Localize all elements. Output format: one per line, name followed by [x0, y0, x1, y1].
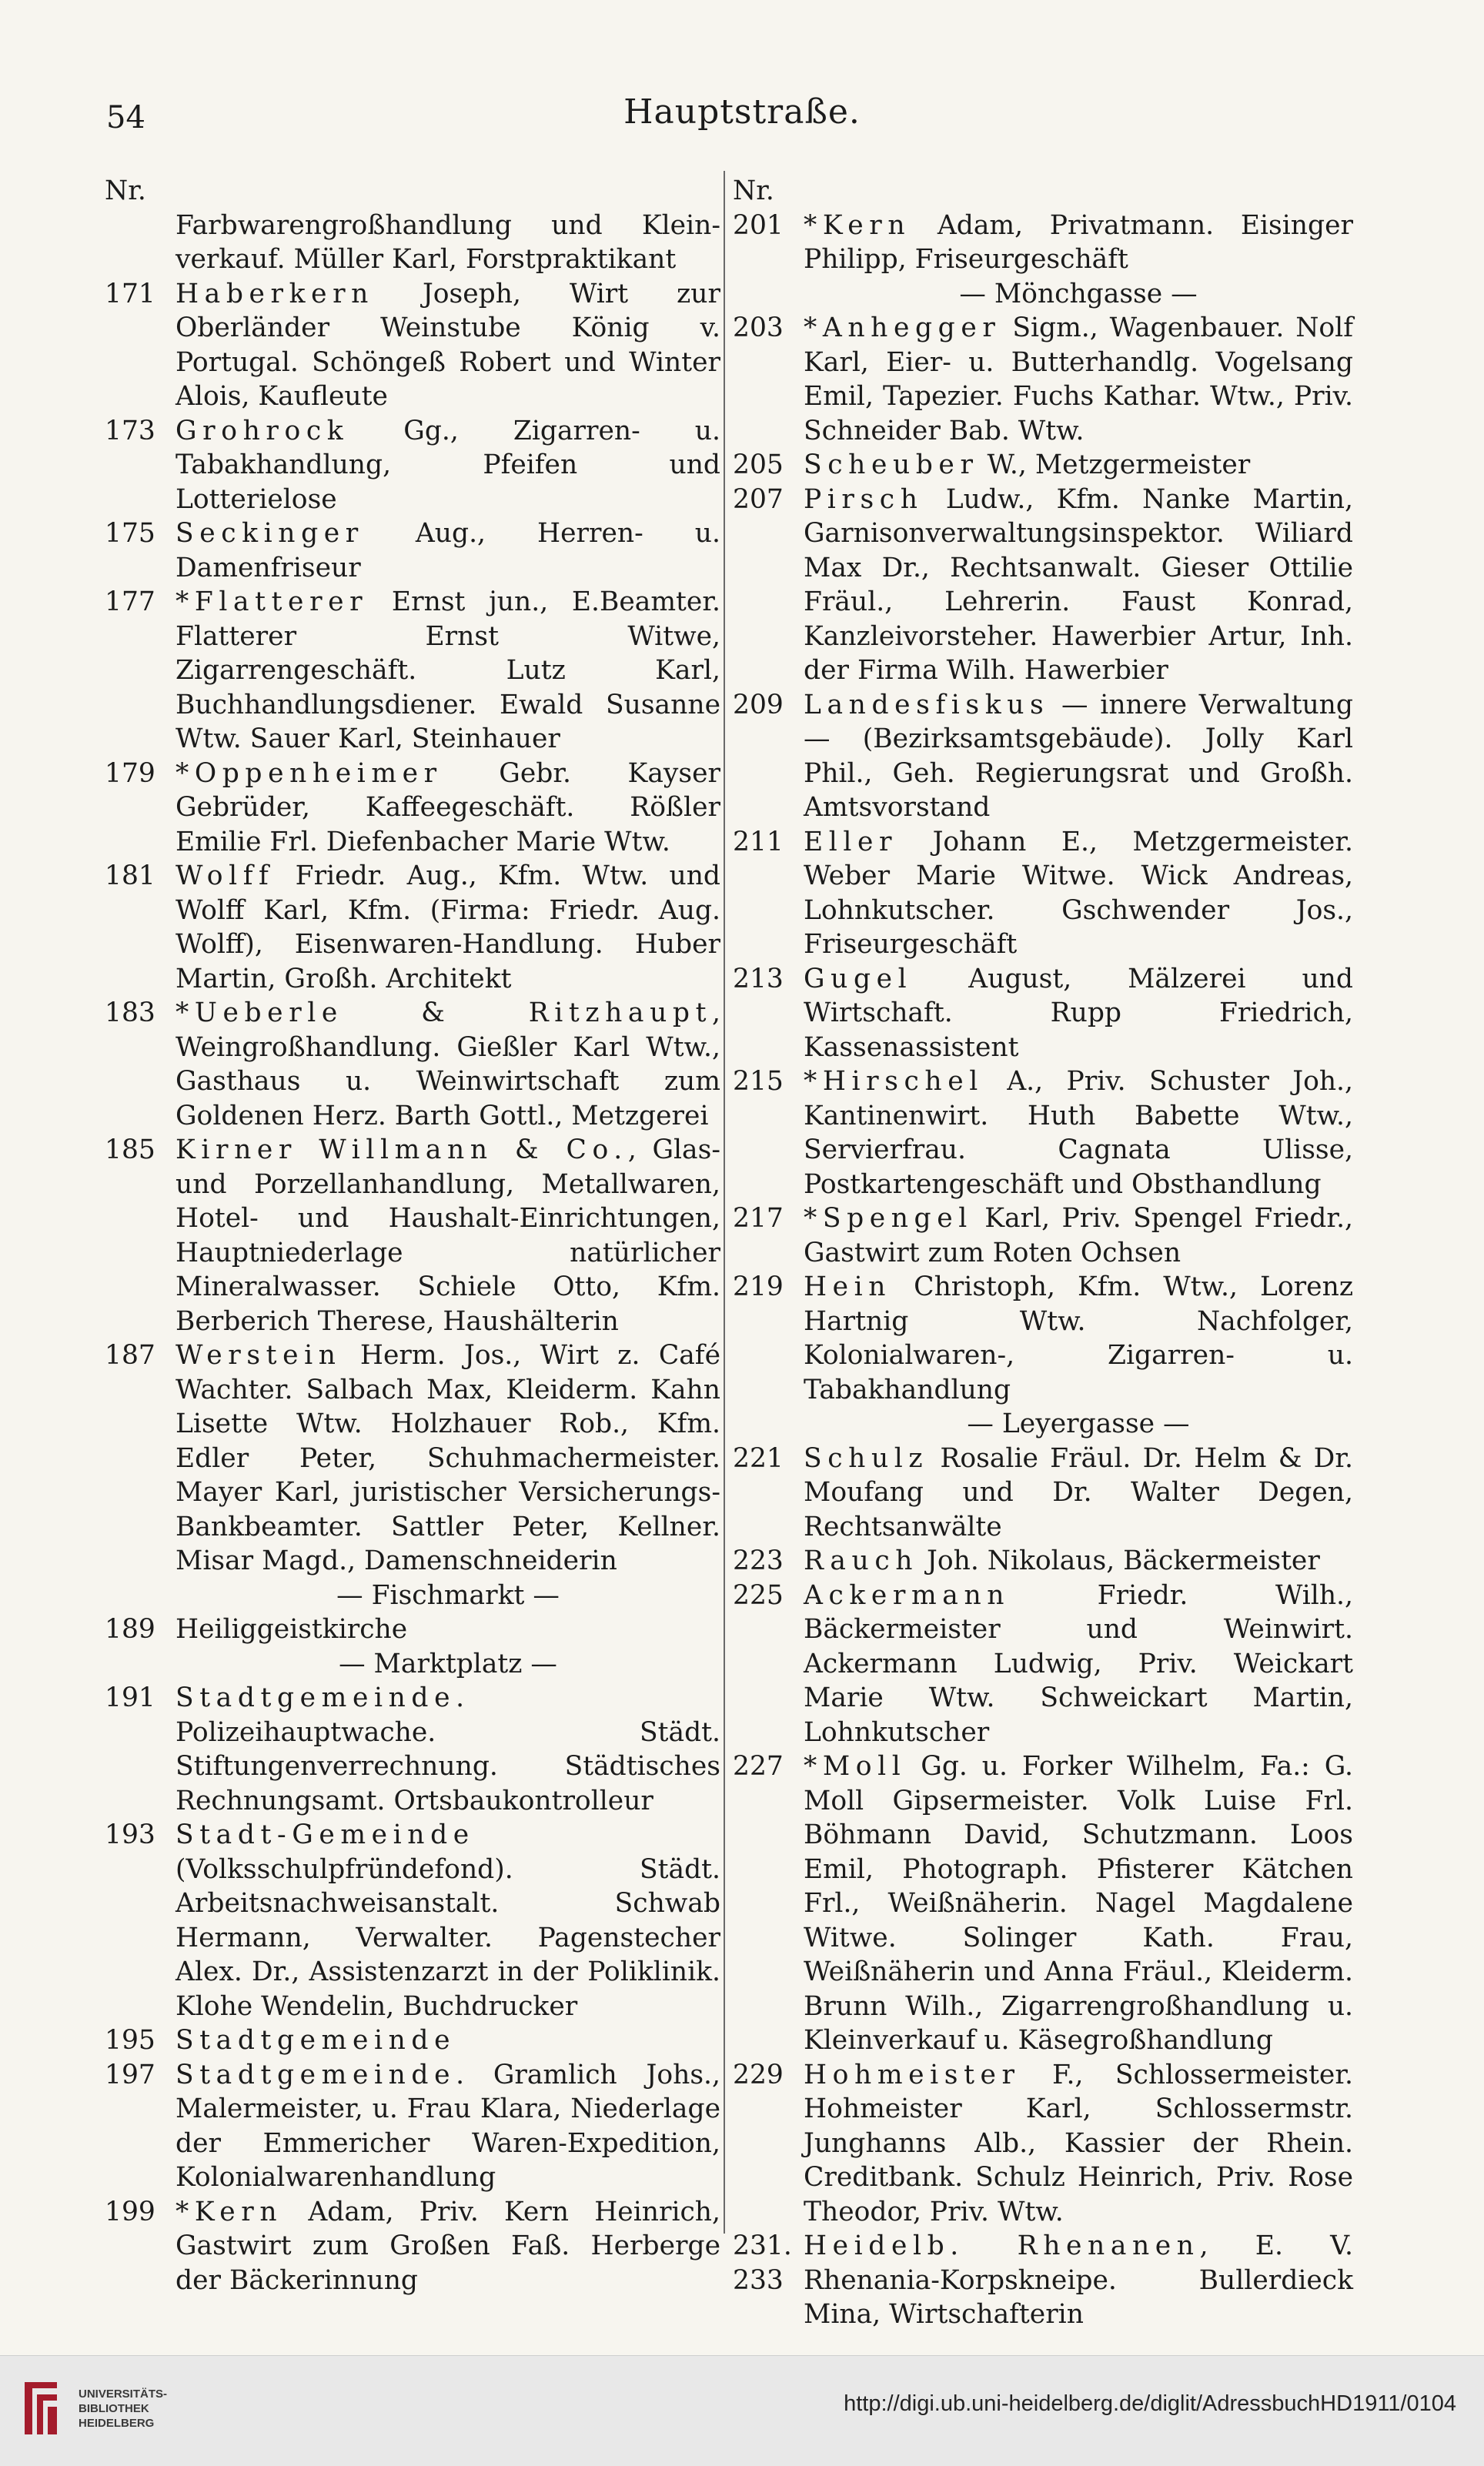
- house-number: 207: [733, 483, 784, 515]
- running-head: Hauptstraße.: [623, 92, 861, 132]
- house-number: 225: [733, 1579, 784, 1611]
- address-entry: [733, 1544, 1353, 1579]
- entry-text: [175, 516, 720, 585]
- resident-name: Stadtgemeinde: [175, 1682, 456, 1713]
- entry-text: [804, 311, 1353, 448]
- entry-text: [175, 1612, 720, 1647]
- address-entry: [733, 1064, 1353, 1201]
- entry-text: [175, 2058, 720, 2195]
- resident-name: *Kern: [804, 209, 911, 241]
- entry-details: Karl, Priv. Spengel Friedr., Gastwirt zum Roten Ochsen: [804, 1203, 1353, 1268]
- resident-name: Seckinger: [175, 518, 364, 549]
- resident-name: Eller: [804, 826, 898, 857]
- entry-details: F., Schlossermeister. Hohmeister Karl, Schlossermstr. Junghanns Alb., Kassier der Rhein. Creditbank. Schulz Heinrich, Priv. Rose Theodor, Priv. Wtw.: [804, 2059, 1353, 2227]
- resident-name: Rauch: [804, 1545, 919, 1576]
- house-number: 197: [105, 2059, 155, 2090]
- house-number: 205: [733, 449, 784, 480]
- entry-details: Joh. Nikolaus, Bäckermeister: [918, 1545, 1320, 1576]
- entry-text: [175, 2195, 720, 2298]
- entry-details: , Weingroßhandlung. Gießler Karl Wtw., Gasthaus u. Weinwirtschaft zum Goldenen Herz. Barth Gottl., Metzgerei: [175, 997, 720, 1131]
- entry-details: (Volksschulpfründefond). Städt. Arbeitsnachweisanstalt. Schwab Hermann, Verwalter. Pagenstecher Alex. Dr., Assistenzarzt in der Poliklinik. Klohe Wendelin, Buchdrucker: [175, 1853, 720, 2022]
- resident-name: Grohrock: [175, 415, 349, 446]
- entry-list: [733, 209, 1353, 2332]
- address-entry: [105, 516, 720, 585]
- resident-name: Scheuber: [804, 449, 979, 480]
- entry-details: W., Metzgermeister: [978, 449, 1251, 480]
- house-number: 215: [733, 1066, 784, 1097]
- address-entry: [105, 277, 720, 414]
- address-entry: [733, 1442, 1353, 1545]
- address-entry: [105, 2195, 720, 2298]
- house-number: 191: [105, 1682, 155, 1713]
- entry-details: Sigm., Wagenbauer. Nolf Karl, Eier- u. Butterhandlg. Vogelsang Emil, Tapezier. Fuchs Kathar. Wtw., Priv. Schneider Bab. Wtw.: [804, 312, 1353, 446]
- address-entry: [733, 311, 1353, 448]
- entry-text: [175, 585, 720, 757]
- house-number: 189: [105, 1614, 155, 1645]
- entry-details: Friedr. Aug., Kfm. Wtw. und Wolff Karl, Kfm. (Firma: Friedr. Aug. Wolff), Eisenwaren-Handlung. Huber Martin, Großh. Architekt: [175, 860, 720, 994]
- house-number: 187: [105, 1340, 155, 1371]
- address-entry: [105, 996, 720, 1133]
- entry-list: [105, 209, 720, 2298]
- address-entry: [105, 1818, 720, 2023]
- house-number: 201: [733, 209, 784, 241]
- library-name-line: UNIVERSITÄTS-: [79, 2387, 168, 2401]
- house-number: 203: [733, 312, 784, 343]
- entry-details: August, Mälzerei und Wirtschaft. Rupp Friedrich, Kassenassistent: [804, 963, 1353, 1063]
- entry-text: [804, 2229, 1353, 2332]
- house-number: 219: [733, 1271, 784, 1302]
- resident-name: *Flatterer: [175, 586, 369, 617]
- house-number: 177: [105, 586, 155, 617]
- entry-details: Christoph, Kfm. Wtw., Lorenz Hartnig Wtw. Nachfolger, Kolonialwaren-, Zigarren- u. Tabakhandlung: [804, 1271, 1353, 1405]
- house-number: 227: [733, 1751, 784, 1782]
- entry-details: Rosalie Fräul. Dr. Helm & Dr. Moufang und Dr. Walter Degen, Rechtsanwälte: [804, 1442, 1353, 1542]
- house-number: 217: [733, 1203, 784, 1234]
- address-entry: [733, 448, 1353, 483]
- address-entry: [105, 1133, 720, 1338]
- address-entry: [105, 209, 720, 277]
- entry-details: Joseph, Wirt zur Oberländer Weinstube König v. Portugal. Schöngeß Robert und Winter Alois, Kaufleute: [175, 278, 720, 412]
- entry-details: — innere Verwaltung — (Bezirksamtsgebäude). Jolly Karl Phil., Geh. Regierungsrat und Großh. Amtsvorstand: [804, 689, 1353, 823]
- address-entry: [733, 2058, 1353, 2230]
- resident-name: *Hirschel: [804, 1066, 984, 1097]
- entry-details: . Polizeihauptwache. Städt. Stiftungenverrechnung. Städtisches Rechnungsamt. Ortsbaukontrolleur: [175, 1682, 720, 1816]
- library-name: [79, 2387, 167, 2431]
- nr-heading: Nr.: [105, 175, 146, 206]
- address-entry: [105, 1338, 720, 1579]
- entry-text: [175, 859, 720, 996]
- resident-name: Kirner Willmann & Co.: [175, 1134, 628, 1165]
- address-entry: [733, 209, 1353, 277]
- house-number: 211: [733, 826, 784, 857]
- entry-text: [175, 996, 720, 1133]
- entry-text: [804, 1064, 1353, 1201]
- house-number: 229: [733, 2059, 784, 2090]
- house-number: 171: [105, 278, 155, 309]
- entry-text: [804, 1579, 1353, 1750]
- library-logo-icon: [17, 2376, 65, 2441]
- entry-text: [804, 1270, 1353, 1407]
- left-column: [105, 174, 720, 2297]
- entry-details: . Gramlich Johs., Malermeister, u. Frau Klara, Niederlage der Emmericher Waren-Expedition, Kolonialwarenhandlung: [175, 2059, 720, 2193]
- address-entry: [733, 1579, 1353, 1750]
- address-entry: [105, 1612, 720, 1647]
- address-entry: [105, 859, 720, 996]
- nr-heading: Nr.: [733, 175, 774, 206]
- entry-details: Adam, Privatmann. Eisinger Philipp, Friseurgeschäft: [804, 209, 1353, 275]
- entry-text: [175, 209, 720, 277]
- house-number: [105, 209, 175, 277]
- resident-name: Pirsch: [804, 483, 924, 515]
- address-entry: [105, 2058, 720, 2195]
- resident-name: Hohmeister: [804, 2059, 1021, 2090]
- house-number: 221: [733, 1442, 784, 1474]
- entry-text: [175, 1338, 720, 1579]
- house-number: 199: [105, 2196, 155, 2227]
- house-number: 183: [105, 997, 155, 1028]
- address-entry: [733, 825, 1353, 962]
- house-number: 209: [733, 689, 784, 720]
- resident-name: Schulz: [804, 1442, 929, 1474]
- address-entry: [105, 585, 720, 757]
- resident-name: *Anhegger: [804, 312, 1001, 343]
- house-number: 213: [733, 963, 784, 994]
- entry-text: [804, 962, 1353, 1065]
- resident-name: *Moll: [804, 1751, 907, 1782]
- entry-text: [804, 825, 1353, 962]
- cross-street-heading: — Marktplatz —: [339, 1648, 557, 1679]
- library-name-line: BIBLIOTHEK: [79, 2402, 149, 2415]
- address-entry: [733, 962, 1353, 1065]
- cross-street-heading: — Leyergasse —: [967, 1408, 1190, 1439]
- entry-text: [175, 1818, 720, 2023]
- entry-text: [804, 2058, 1353, 2230]
- resident-name: *Ueberle & Ritzhaupt: [175, 997, 713, 1028]
- address-entry: [105, 757, 720, 860]
- address-entry: [733, 688, 1353, 825]
- resident-name: Heidelb. Rhenanen: [804, 2230, 1200, 2261]
- house-number: 175: [105, 518, 155, 549]
- column-divider: [724, 171, 725, 2234]
- entry-text: [175, 757, 720, 860]
- entry-details: Aug., Herren- u. Damenfriseur: [175, 518, 720, 583]
- cross-street-heading: — Fischmarkt —: [336, 1579, 560, 1611]
- resident-name: Gugel: [804, 963, 913, 994]
- address-entry: [733, 2229, 1353, 2332]
- entry-details: Adam, Priv. Kern Heinrich, Gastwirt zum Großen Faß. Herberge der Bäckerinnung: [175, 2196, 720, 2296]
- entry-details: Friedr. Wilh., Bäckermeister und Weinwirt. Ackermann Ludwig, Priv. Weickart Marie Wtw. Schweickart Martin, Lohnkutscher: [804, 1579, 1353, 1748]
- footer-bar: [0, 2355, 1484, 2466]
- house-number: 181: [105, 860, 155, 891]
- logo-stroke: [48, 2407, 57, 2434]
- page-number: 54: [106, 100, 145, 135]
- entry-details: A., Priv. Schuster Joh., Kantinenwirt. Huth Babette Wtw., Servierfrau. Cagnata Ulisse, Postkartengeschäft und Obsthandlung: [804, 1066, 1353, 1200]
- resident-name: Ackermann: [804, 1579, 1011, 1611]
- entry-details: Johann E., Metzgermeister. Weber Marie Witwe. Wick Andreas, Lohnkutscher. Gschwender Jos., Friseurgeschäft: [804, 826, 1353, 960]
- address-entry: [105, 2023, 720, 2058]
- resident-name: Haberkern: [175, 278, 374, 309]
- entry-details: Ludw., Kfm. Nanke Martin, Garnisonverwaltungsinspektor. Wiliard Max Dr., Rechtsanwalt. Gieser Ottilie Fräul., Lehrerin. Faust Konrad, Kanzleivorsteher. Hawerbier Artur, Inh. der Firma Wilh. Hawerbier: [804, 483, 1353, 686]
- entry-text: [175, 1681, 720, 1818]
- house-number: 231. 233: [733, 2230, 792, 2296]
- entry-details: Heiliggeistkirche: [175, 1614, 408, 1645]
- entry-details: Ernst jun., E.Beamter. Flatterer Ernst Witwe, Zigarrengeschäft. Lutz Karl, Buchhandlungsdiener. Ewald Susanne Wtw. Sauer Karl, Steinhauer: [175, 586, 720, 754]
- entry-text: [804, 1749, 1353, 2058]
- entry-details: , E. V. Rhenania-Korpskneipe. Bullerdieck Mina, Wirtschafterin: [804, 2230, 1353, 2330]
- library-name-line: HEIDELBERG: [79, 2417, 155, 2430]
- house-number: 193: [105, 1819, 155, 1850]
- entry-text: [804, 483, 1353, 688]
- address-entry: [105, 1681, 720, 1818]
- resident-name: *Oppenheimer: [175, 757, 443, 789]
- resident-name: Stadtgemeinde: [175, 2059, 456, 2090]
- resident-name: *Spengel: [804, 1203, 973, 1234]
- entry-details: Gg. u. Forker Wilhelm, Fa.: G. Moll Gipsermeister. Volk Luise Frl. Böhmann David, Schutzmann. Loos Emil, Photograph. Pfisterer Kätchen Frl., Weißnäherin. Nagel Magdalene Witwe. Solinger Kath. Frau, Weißnäherin und Anna Fräul., Kleiderm. Brunn Wilh., Zigarrengroßhandlung u. Kleinverkauf u. Käsegroßhandlung: [804, 1751, 1353, 2056]
- resident-name: Landesfiskus: [804, 689, 1050, 720]
- resident-name: Stadt-Gemeinde: [175, 1819, 475, 1850]
- entry-details: Gebr. Kayser Gebrüder, Kaffeegeschäft. Rößler Emilie Frl. Diefenbacher Marie Wtw.: [175, 757, 720, 857]
- address-entry: [733, 1201, 1353, 1270]
- entry-details: Farbwarengroßhandlung und Klein-verkauf. Müller Karl, Forstpraktikant: [175, 209, 720, 275]
- entry-text: [804, 448, 1353, 483]
- house-number: 223: [733, 1545, 784, 1576]
- entry-text: [175, 1133, 720, 1338]
- entry-text: [804, 1201, 1353, 1270]
- cross-street-heading: — Mönchgasse —: [959, 278, 1198, 309]
- entry-text: [804, 688, 1353, 825]
- resident-name: Stadtgemeinde: [175, 2025, 456, 2056]
- entry-details: Herm. Jos., Wirt z. Café Wachter. Salbach Max, Kleiderm. Kahn Lisette Wtw. Holzhauer Rob., Kfm. Edler Peter, Schuhmachermeister. Mayer Karl, juristischer Versicherungs-Bankbeamter. Sattler Peter, Kellner. Misar Magd., Damenschneiderin: [175, 1340, 720, 1576]
- house-number: 179: [105, 757, 155, 789]
- address-entry: [733, 1749, 1353, 2058]
- entry-text: [175, 277, 720, 414]
- address-entry: [105, 414, 720, 517]
- entry-text: [175, 414, 720, 517]
- entry-details: Gg., Zigarren- u. Tabakhandlung, Pfeifen und Lotterielose: [175, 415, 720, 515]
- entry-text: [175, 2023, 720, 2058]
- source-url-link[interactable]: http://digi.ub.uni-heidelberg.de/diglit/AdressbuchHD1911/0104: [844, 2391, 1456, 2416]
- resident-name: Hein: [804, 1271, 892, 1302]
- entry-text: [804, 1544, 1353, 1579]
- address-entry: [733, 483, 1353, 688]
- house-number: 195: [105, 2025, 155, 2056]
- resident-name: Wolff: [175, 860, 275, 891]
- house-number: 173: [105, 415, 155, 446]
- entry-text: [804, 1442, 1353, 1545]
- entry-details: , Glas- und Porzellanhandlung, Metallwaren, Hotel- und Haushalt-Einrichtungen, Hauptniederlage natürlicher Mineralwasser. Schiele Otto, Kfm. Berberich Therese, Haushälterin: [175, 1134, 720, 1337]
- entry-text: [804, 209, 1353, 277]
- right-column: [733, 174, 1353, 2332]
- house-number: 185: [105, 1134, 155, 1165]
- address-entry: [733, 1270, 1353, 1407]
- resident-name: Werstein: [175, 1340, 342, 1371]
- resident-name: *Kern: [175, 2196, 283, 2227]
